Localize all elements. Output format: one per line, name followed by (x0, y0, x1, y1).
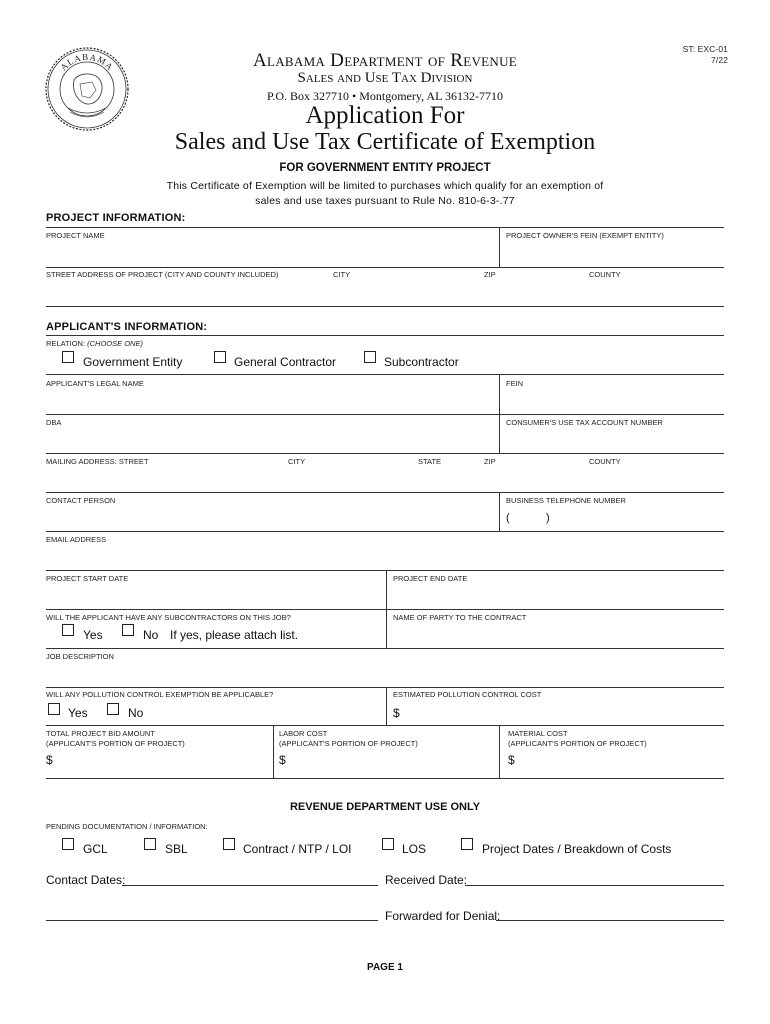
received-date-line[interactable] (465, 885, 724, 886)
relation-subcontractor-checkbox[interactable] (364, 351, 376, 363)
phone-label: BUSINESS TELEPHONE NUMBER (506, 496, 626, 505)
pending-contract-checkbox[interactable] (223, 838, 235, 850)
divider (386, 570, 387, 609)
job-description-field[interactable] (46, 661, 724, 685)
subcontractors-no-checkbox[interactable] (122, 624, 134, 636)
divider (46, 335, 724, 336)
start-date-field[interactable] (46, 583, 382, 607)
labor-cost-field[interactable] (290, 750, 496, 774)
pending-gcl-label: GCL (83, 842, 108, 856)
end-date-label: PROJECT END DATE (393, 574, 468, 583)
divider (386, 687, 387, 725)
contact-person-field[interactable] (46, 505, 496, 529)
project-street-label: STREET ADDRESS OF PROJECT (CITY AND COUNTY INCLUDED) (46, 270, 279, 279)
forwarded-denial-label: Forwarded for Denial: (385, 909, 501, 923)
divider (46, 227, 724, 228)
pending-project-dates-checkbox[interactable] (461, 838, 473, 850)
attach-list-note: If yes, please attach list. (170, 628, 299, 642)
pollution-no-label: No (128, 706, 144, 720)
phone-area-close: ) (546, 512, 550, 524)
divider (46, 778, 724, 779)
email-label: EMAIL ADDRESS (46, 535, 107, 544)
pending-los-checkbox[interactable] (382, 838, 394, 850)
labor-cost-sublabel: (APPLICANT'S PORTION OF PROJECT) (279, 739, 418, 748)
divider (46, 687, 724, 688)
form-id: ST: EXC-01 (682, 44, 728, 54)
material-cost-label: MATERIAL COST (508, 729, 568, 738)
job-description-label: JOB DESCRIPTION (46, 652, 114, 661)
divider (273, 725, 274, 778)
pollution-cost-dollar: $ (393, 706, 400, 720)
bid-amount-dollar: $ (46, 753, 53, 767)
subcontractors-no-label: No (143, 628, 159, 642)
party-to-contract-label: NAME OF PARTY TO THE CONTRACT (393, 613, 527, 622)
divider (46, 609, 724, 610)
material-cost-dollar: $ (508, 753, 515, 767)
applicant-fein-label: FEIN (506, 379, 524, 388)
labor-cost-dollar: $ (279, 753, 286, 767)
legal-name-label: APPLICANT'S LEGAL NAME (46, 379, 144, 388)
project-fein-label: PROJECT OWNER'S FEIN (EXEMPT ENTITY) (506, 231, 664, 240)
project-address-field[interactable] (46, 280, 724, 304)
divider (46, 725, 724, 726)
signature-line[interactable] (46, 920, 378, 921)
phone-area-open: ( (506, 512, 510, 524)
revenue-use-heading: REVENUE DEPARTMENT USE ONLY (289, 801, 481, 813)
applicant-info-heading: APPLICANT'S INFORMATION: (46, 321, 208, 333)
form-date: 7/22 (711, 55, 728, 65)
pending-contract-label: Contract / NTP / LOI (243, 842, 352, 856)
consumer-account-label: CONSUMER'S USE TAX ACCOUNT NUMBER (506, 418, 663, 427)
page-number: PAGE 1 (367, 962, 403, 973)
dept-name: Alabama Department of Revenue (252, 50, 518, 71)
pending-project-dates-label: Project Dates / Breakdown of Costs (482, 842, 672, 856)
project-city-label: CITY (333, 270, 351, 279)
phone-field[interactable] (512, 510, 724, 528)
pollution-yes-checkbox[interactable] (48, 703, 60, 715)
start-date-label: PROJECT START DATE (46, 574, 129, 583)
mailing-address-field[interactable] (46, 466, 724, 490)
pollution-yes-label: Yes (68, 706, 88, 720)
bid-amount-label: TOTAL PROJECT BID AMOUNT (46, 729, 155, 738)
project-fein-field[interactable] (504, 240, 724, 266)
forwarded-denial-line[interactable] (496, 920, 724, 921)
division-name: Sales and Use Tax Division (297, 70, 473, 86)
divider (46, 453, 724, 454)
divider (46, 570, 724, 571)
pollution-cost-label: ESTIMATED POLLUTION CONTROL COST (393, 690, 542, 699)
divider (46, 492, 724, 493)
relation-government-checkbox[interactable] (62, 351, 74, 363)
contact-person-label: CONTACT PERSON (46, 496, 116, 505)
relation-general-contractor-checkbox[interactable] (214, 351, 226, 363)
mailing-street-label: MAILING ADDRESS: STREET (46, 457, 149, 466)
divider (46, 306, 724, 307)
subcontractors-yes-label: Yes (83, 628, 103, 642)
pending-gcl-checkbox[interactable] (62, 838, 74, 850)
labor-cost-label: LABOR COST (279, 729, 328, 738)
dba-label: DBA (46, 418, 62, 427)
party-to-contract-field[interactable] (390, 622, 724, 646)
pending-docs-label: PENDING DOCUMENTATION / INFORMATION: (46, 822, 208, 831)
email-field[interactable] (46, 544, 724, 568)
bid-amount-sublabel: (APPLICANT'S PORTION OF PROJECT) (46, 739, 185, 748)
relation-subcontractor-label: Subcontractor (384, 355, 459, 369)
divider (46, 648, 724, 649)
pollution-no-checkbox[interactable] (107, 703, 119, 715)
divider (46, 531, 724, 532)
consumer-account-field[interactable] (504, 427, 724, 451)
applicant-fein-field[interactable] (504, 388, 724, 412)
mailing-state-label: STATE (418, 457, 442, 466)
pending-sbl-label: SBL (165, 842, 188, 856)
dba-field[interactable] (46, 427, 496, 451)
project-county-label: COUNTY (589, 270, 621, 279)
relation-general-contractor-label: General Contractor (234, 355, 337, 369)
mailing-city-label: CITY (288, 457, 306, 466)
pending-sbl-checkbox[interactable] (144, 838, 156, 850)
divider (499, 227, 500, 267)
bid-amount-field[interactable] (56, 750, 270, 774)
project-zip-label: ZIP (484, 270, 496, 279)
divider (499, 725, 500, 778)
pending-los-label: LOS (402, 842, 427, 856)
legal-name-field[interactable] (46, 388, 496, 412)
divider (499, 492, 500, 531)
project-name-field[interactable] (46, 240, 496, 266)
mailing-county-label: COUNTY (589, 457, 621, 466)
project-info-heading: PROJECT INFORMATION: (46, 212, 186, 224)
material-cost-field[interactable] (519, 750, 724, 774)
pollution-question: WILL ANY POLLUTION CONTROL EXEMPTION BE APPLICABLE? (46, 690, 274, 699)
pollution-cost-field[interactable] (404, 702, 724, 722)
subcontractors-yes-checkbox[interactable] (62, 624, 74, 636)
contact-dates-line[interactable] (122, 885, 378, 886)
form-id-block (683, 44, 728, 66)
subcontractors-question: WILL THE APPLICANT HAVE ANY SUBCONTRACTORS ON THIS JOB? (46, 613, 291, 622)
received-date-label: Received Date: (385, 873, 468, 887)
relation-government-label: Government Entity (83, 355, 183, 369)
form-title-line2: Sales and Use Tax Certificate of Exemption (174, 129, 596, 155)
dept-address: P.O. Box 327710 • Montgomery, AL 36132-7710 (267, 89, 503, 103)
mailing-zip-label: ZIP (484, 457, 496, 466)
project-name-label: PROJECT NAME (46, 231, 105, 240)
exemption-note-line2: sales and use taxes pursuant to Rule No. 810-6-3-.77 (255, 195, 515, 207)
divider (46, 267, 724, 268)
relation-label: RELATION: (CHOOSE ONE) (46, 339, 143, 348)
divider (499, 414, 500, 453)
svg-text:ALABAMA: ALABAMA (58, 51, 116, 73)
form-subtitle: FOR GOVERNMENT ENTITY PROJECT (279, 162, 491, 174)
material-cost-sublabel: (APPLICANT'S PORTION OF PROJECT) (508, 739, 647, 748)
end-date-field[interactable] (390, 583, 724, 607)
contact-dates-label: Contact Dates: (46, 873, 126, 887)
divider (46, 374, 724, 375)
exemption-note-line1: This Certificate of Exemption will be limited to purchases which qualify for an exemption of (166, 180, 604, 192)
divider (386, 609, 387, 648)
divider (499, 374, 500, 414)
divider (46, 414, 724, 415)
form-title-line1: Application For (305, 102, 465, 129)
